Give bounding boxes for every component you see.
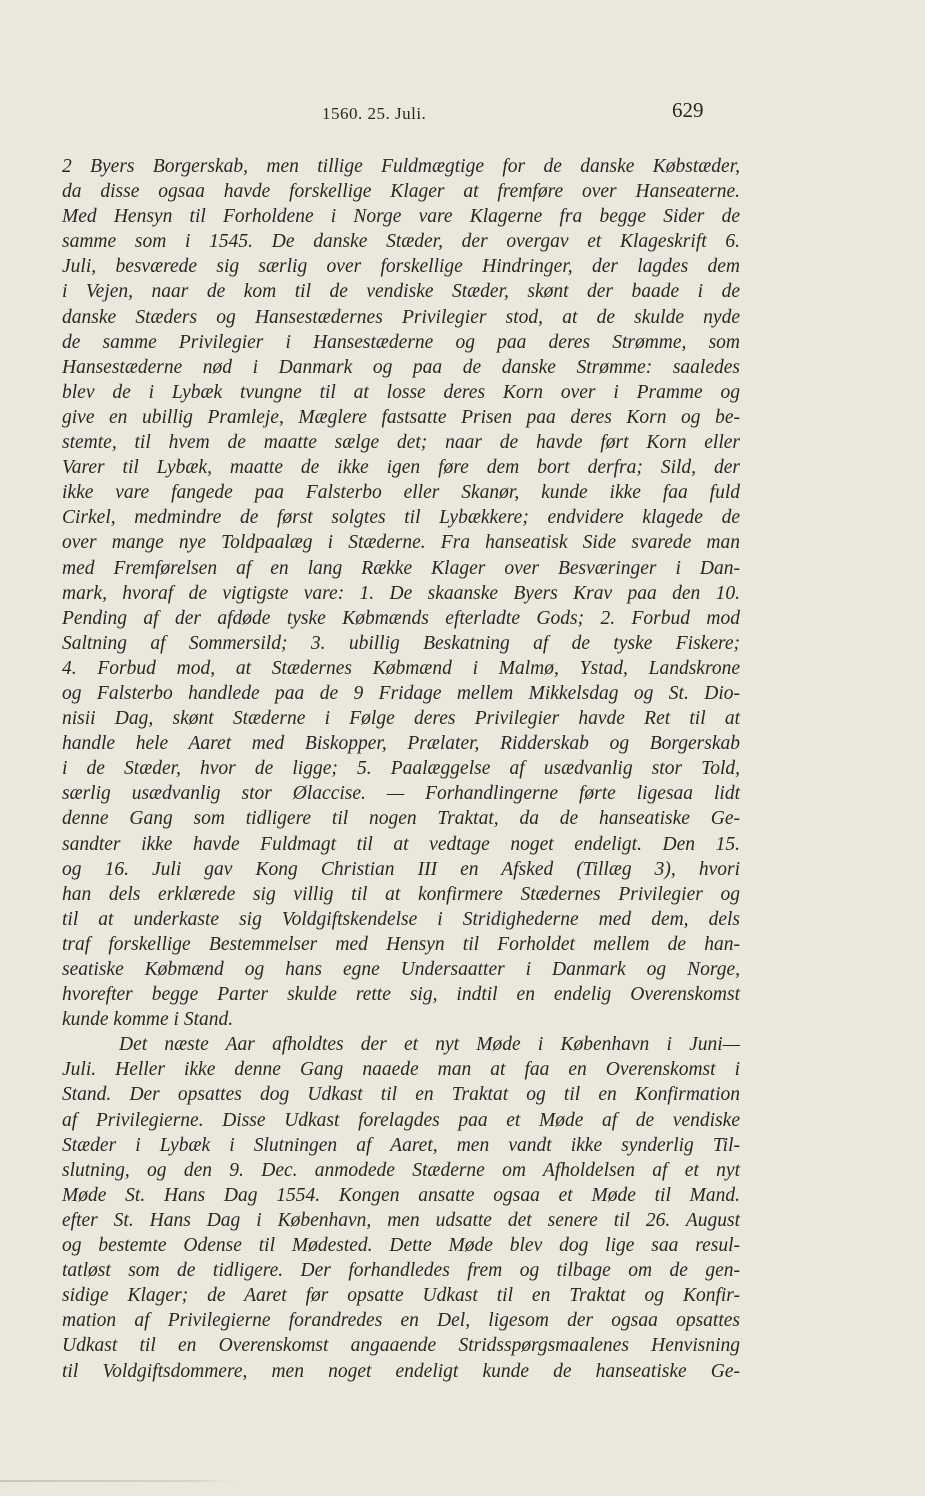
text-line: traf forskellige Bestemmelser med Hensyn til Forholdet mellem de han-	[62, 933, 740, 955]
paragraph-2	[62, 1032, 740, 1383]
scan-edge-stroke	[0, 1480, 235, 1482]
text-line: samme som i 1545. De danske Stæder, der overgav et Klageskrift 6.	[62, 231, 740, 253]
text-line: og bestemte Odense til Mødested. Dette Møde blev dog lige saa resul-	[62, 1235, 740, 1257]
text-line: danske Stæders og Hansestædernes Privilegier stod, at de skulde nyde	[62, 306, 740, 328]
text-line: sidige Klager; de Aaret før opsatte Udkast til en Traktat og Konfir-	[62, 1285, 740, 1307]
text-line: handle hele Aaret med Biskopper, Prælater, Ridderskab og Borgerskab	[62, 733, 740, 755]
text-line: nisii Dag, skønt Stæderne i Følge deres Privilegier havde Ret til at	[62, 708, 740, 730]
text-line: Med Hensyn til Forholdene i Norge vare Klagerne fra begge Sider de	[62, 206, 740, 228]
text-line: Stand. Der opsattes dog Udkast til en Traktat og til en Konfirmation	[62, 1084, 740, 1106]
text-line: han dels erklærede sig villig til at konfirmere Stædernes Privilegier og	[62, 883, 740, 905]
text-line: denne Gang som tidligere til nogen Traktat, da de hanseatiske Ge-	[62, 808, 740, 830]
text-line: Møde St. Hans Dag 1554. Kongen ansatte ogsaa et Møde til Mand.	[62, 1184, 740, 1206]
text-line: og 16. Juli gav Kong Christian III en Afsked (Tillæg 3), hvori	[62, 858, 740, 880]
text-line: til at underkaste sig Voldgiftskendelse i Stridighederne med dem, dels	[62, 908, 740, 930]
text-line: efter St. Hans Dag i København, men udsatte det senere til 26. August	[62, 1209, 740, 1231]
text-line: da disse ogsaa havde forskellige Klager at fremføre over Hanseaterne.	[62, 181, 740, 203]
text-line: tatløst som de tidligere. Der forhandledes frem og tilbage om de gen-	[62, 1260, 740, 1282]
text-line: Juli. Heller ikke denne Gang naaede man at faa en Overenskomst i	[62, 1059, 740, 1081]
text-line: 2 Byers Borgerskab, men tillige Fuldmægtige for de danske Købstæder,	[62, 156, 740, 177]
text-line: de samme Privilegier i Hansestæderne og paa deres Strømme, som	[62, 331, 740, 353]
text-line: i de Stæder, hvor de ligge; 5. Paalæggelse af usædvanlig stor Told,	[62, 758, 740, 780]
text-line: Det næste Aar afholdtes der et nyt Møde i København i Juni—	[119, 1034, 740, 1056]
text-line: til Voldgiftsdommere, men noget endeligt kunde de hanseatiske Ge-	[62, 1360, 740, 1382]
text-line: i Vejen, naar de kom til de vendiske Stæder, skønt der baade i de	[62, 281, 740, 303]
text-line: 4. Forbud mod, at Stædernes Købmænd i Malmø, Ystad, Landskrone	[62, 657, 740, 679]
running-head: 1560. 25. Juli.	[322, 104, 427, 123]
text-line: hvorefter begge Parter skulde rette sig, indtil en endelig Overenskomst	[62, 984, 740, 1006]
text-line: særlig usædvanlig stor Ølaccise. — Forhandlingerne førte ligesaa lidt	[62, 783, 740, 805]
text-line: blev de i Lybæk tvungne til at losse deres Korn over i Pramme og	[62, 381, 740, 403]
text-line: Pending af der afdøde tyske Købmænds efterladte Gods; 2. Forbud mod	[62, 607, 740, 629]
text-line: kunde komme i Stand.	[62, 1009, 234, 1031]
body-text	[62, 154, 740, 1384]
page-number: 629	[672, 98, 704, 122]
text-line: Hansestæderne nød i Danmark og paa de danske Strømme: saaledes	[62, 356, 740, 378]
text-line: Udkast til en Overenskomst angaaende Stridsspørgsmaalenes Henvisning	[62, 1335, 740, 1357]
text-line: og Falsterbo handlede paa de 9 Fridage mellem Mikkelsdag og St. Dio-	[62, 682, 740, 704]
text-line: Stæder i Lybæk i Slutningen af Aaret, men vandt ikke synderlig Til-	[62, 1134, 740, 1156]
text-line: Saltning af Sommersild; 3. ubillig Beskatning af de tyske Fiskere;	[62, 632, 740, 654]
text-line: mation af Privilegierne forandredes en Del, ligesom der ogsaa opsattes	[62, 1310, 740, 1332]
text-line: give en ubillig Pramleje, Mæglere fastsatte Prisen paa deres Korn og be-	[62, 406, 740, 428]
text-line: af Privilegierne. Disse Udkast forelagdes paa et Møde af de vendiske	[62, 1109, 740, 1131]
text-line: med Fremførelsen af en lang Række Klager over Besværinger i Dan-	[62, 557, 740, 579]
text-line: ikke vare fangede paa Falsterbo eller Skanør, kunde ikke faa fuld	[62, 482, 740, 504]
text-line: slutning, og den 9. Dec. anmodede Stæderne om Afholdelsen af et nyt	[62, 1159, 740, 1181]
text-line: Juli, besværede sig særlig over forskellige Hindringer, der lagdes dem	[62, 256, 740, 278]
paragraph-1	[62, 154, 740, 1032]
text-line: Varer til Lybæk, maatte de ikke igen føre dem bort derfra; Sild, der	[62, 457, 740, 479]
text-line: stemte, til hvem de maatte sælge det; naar de havde ført Korn eller	[62, 432, 740, 454]
text-line: sandter ikke havde Fuldmagt til at vedtage noget endeligt. Den 15.	[62, 833, 740, 855]
text-line: mark, hvoraf de vigtigste vare: 1. De skaanske Byers Krav paa den 10.	[62, 582, 740, 604]
page-header	[0, 98, 925, 138]
text-line: seatiske Købmænd og hans egne Undersaatter i Danmark og Norge,	[62, 959, 740, 980]
text-line: over mange nye Toldpaalæg i Stæderne. Fra hanseatisk Side svarede man	[62, 532, 740, 554]
text-line: Cirkel, medmindre de først solgtes til Lybækkere; endvidere klagede de	[62, 507, 740, 529]
